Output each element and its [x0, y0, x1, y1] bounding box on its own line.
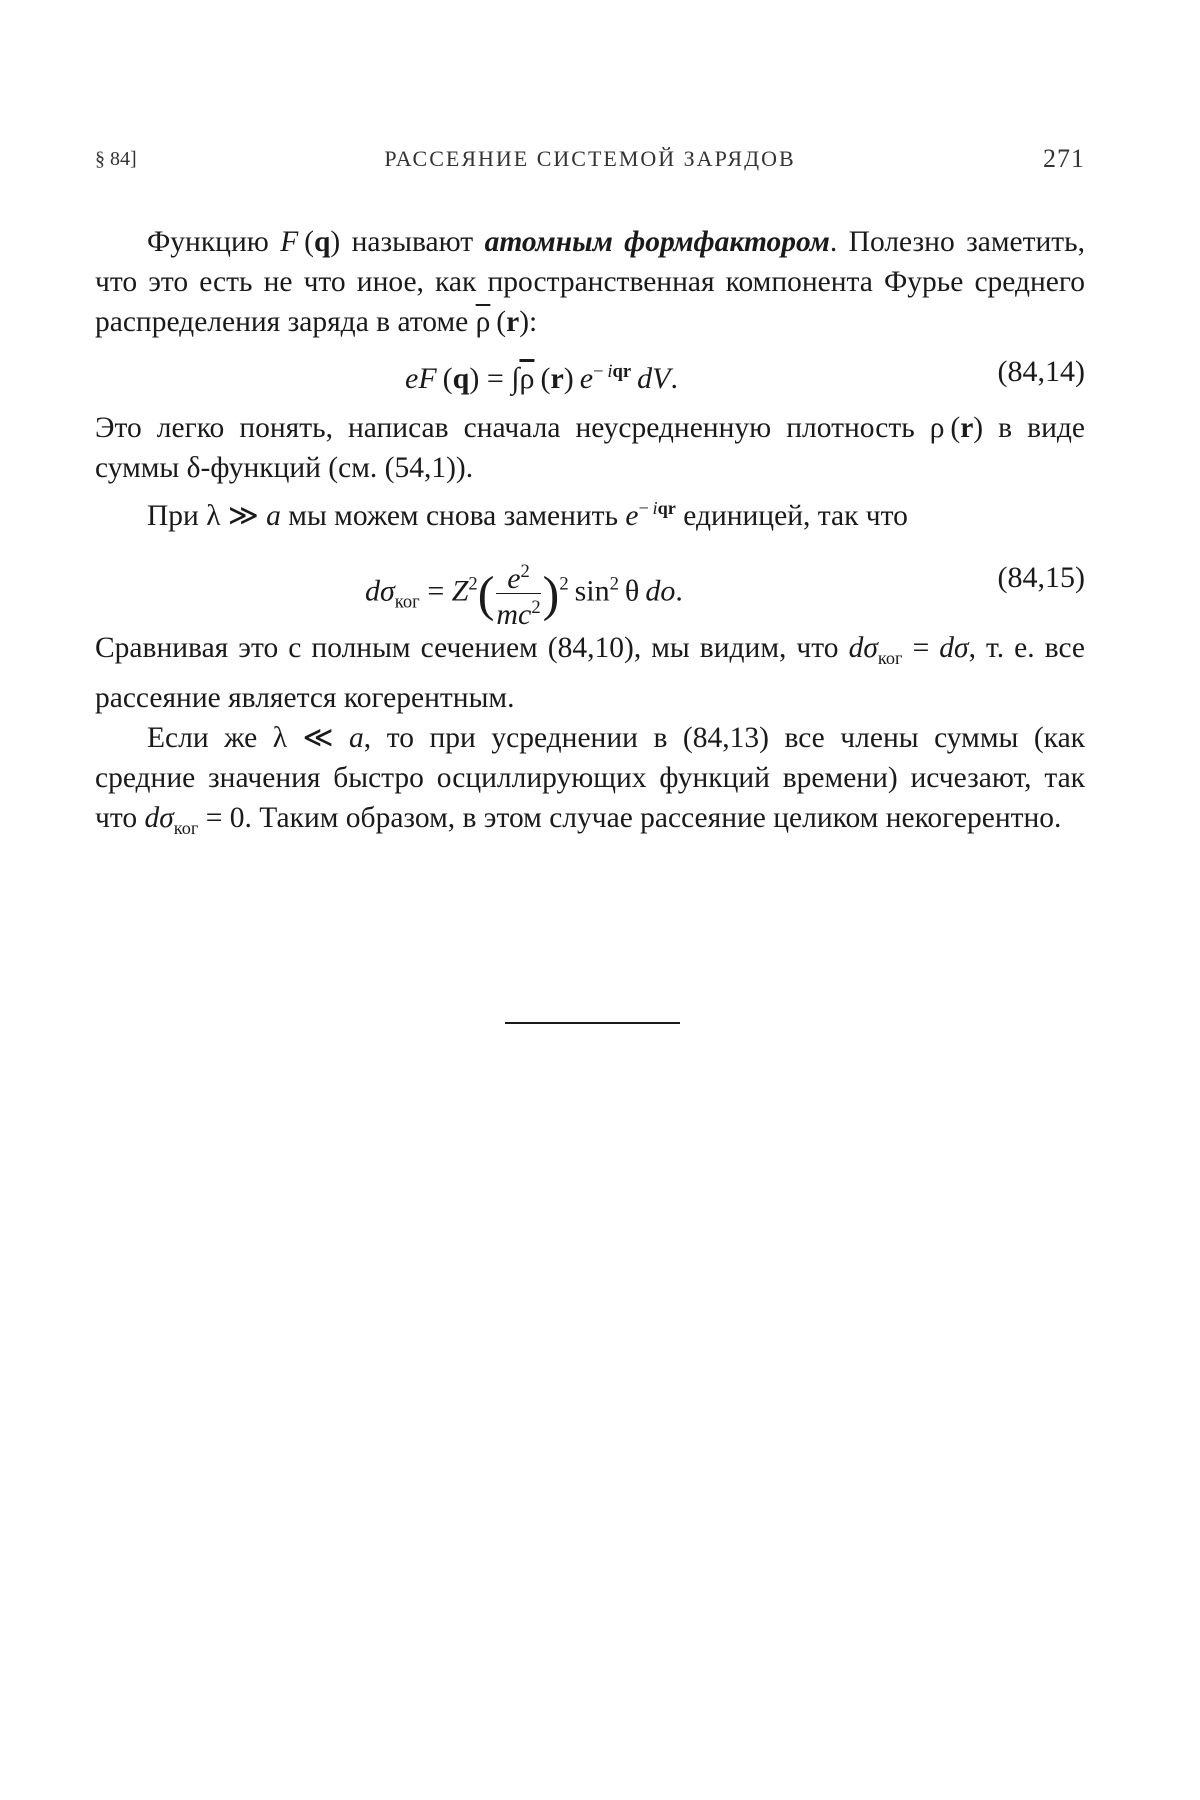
- paragraph-coherent: Сравнивая это с полным сечением (84,10), мы видим, что $d\sigma_{ког} = d\sigma$, т. е. все рассеяние является когерентным.: [95, 631, 1085, 714]
- equation-84-14: [95, 342, 1085, 408]
- equation-84-15: [95, 536, 1085, 631]
- running-title: РАССЕЯНИЕ СИСТЕМОЙ ЗАРЯДОВ: [384, 146, 796, 171]
- section-marker: § 84]: [95, 148, 137, 170]
- equation-number: (84,14): [997, 355, 1085, 388]
- book-page: [95, 0, 1085, 1800]
- paragraph-long-wavelength: При λ ≫ a мы можем снова заменить $e^{- iqr}$ единицей, так что: [147, 498, 908, 532]
- equation-84-15-formula: $d\sigma_{ког} = Z^2$( $\frac{e^2}{mc^2}$ )$^2$ $\sin^2 \theta$ do.: [365, 558, 683, 629]
- section-end-rule: [505, 1022, 680, 1024]
- page-body: [95, 222, 1085, 848]
- running-header: [95, 142, 1085, 176]
- paragraph-short-wavelength: Если же λ ≪ a, то при усреднении в (84,13) все члены суммы (как средние значения быстро осциллирующих функций времени) исчезают, так что $d\sigma_{ког} = 0$. Таким образом, в этом случае рассеяние целиком некогерентно.: [95, 721, 1085, 838]
- equation-84-14-formula: eF $(q) = \int\overline{\rho}$ (r) $e^{- iqr}$ dV.: [405, 361, 678, 395]
- term-atomic-formfactor: атомным формфактором: [484, 226, 830, 258]
- page-number: 271: [1043, 144, 1085, 173]
- equation-number: (84,15): [997, 560, 1085, 594]
- paragraph-density-sum: Это легко понять, написав сначала неусредненную плотность ρ (r) в виде суммы δ-функций (см. (54,1)).: [95, 412, 1085, 484]
- paragraph-formfactor: Функцию F (q) называют атомным формфактором. Полезно заметить, что это есть не что иное, как пространственная компонента Фурье среднего распределения заряда в атоме $\overline{\rho}$ (r):: [95, 226, 1086, 338]
